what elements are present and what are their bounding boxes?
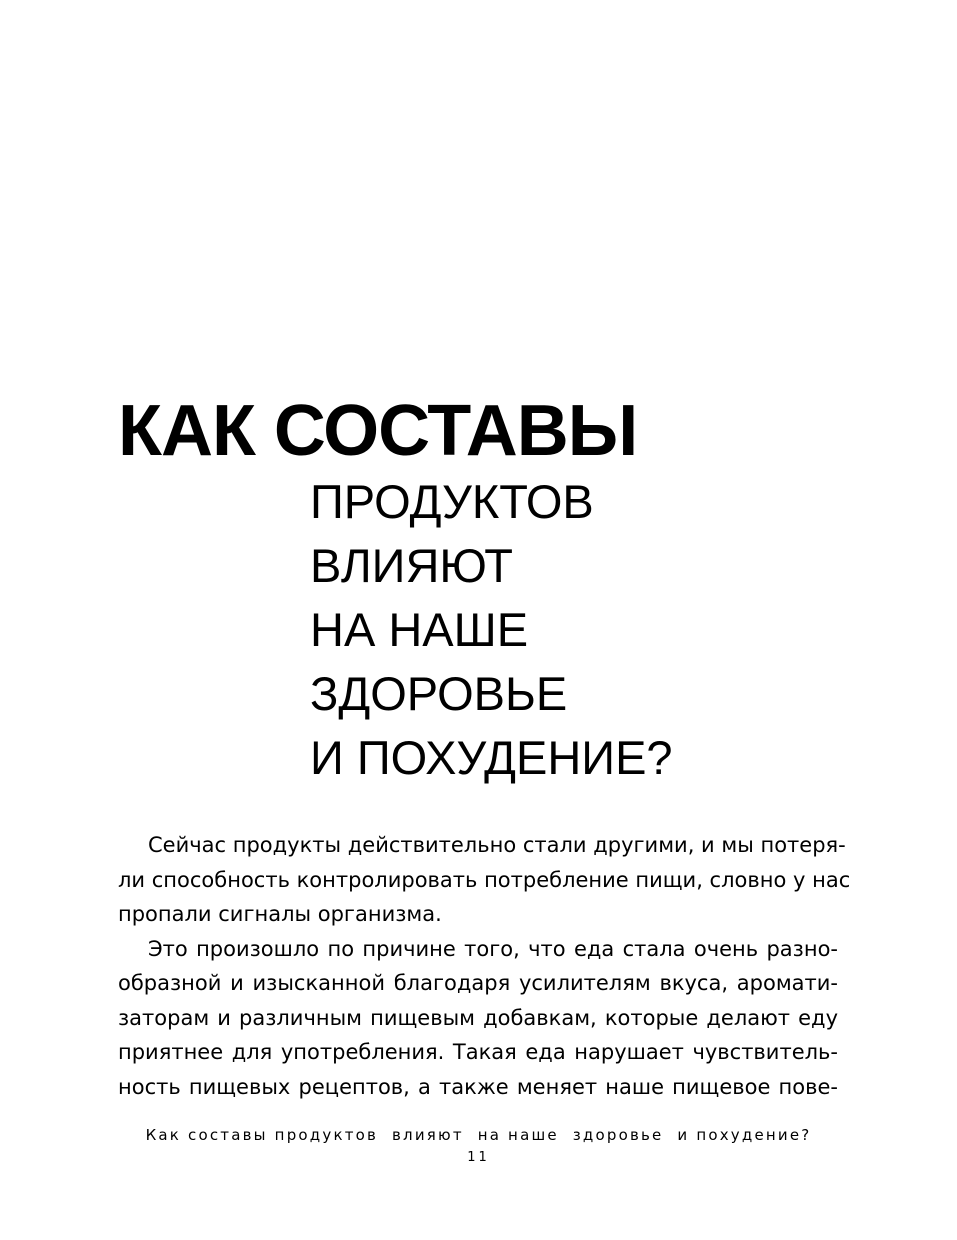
- body-line: ность пищевых рецептов, а также меняет наше пищевое пове-: [118, 1074, 838, 1099]
- body-line: ли способность контролировать потребление пищи, словно у нас: [118, 867, 851, 892]
- chapter-title-line: НА НАШЕ: [310, 603, 529, 656]
- chapter-title-subtitle: [310, 470, 673, 790]
- body-line: образной и изысканной благодаря усилителям вкуса, аромати-: [118, 971, 838, 995]
- chapter-title-line: ВЛИЯЮТ: [310, 539, 513, 592]
- running-footer: Как составы продуктов влияют на наше здоровье и похудение?: [145, 1126, 812, 1144]
- chapter-title-line: ЗДОРОВЬЕ: [310, 667, 568, 720]
- chapter-title-line: ПРОДУКТОВ: [310, 475, 594, 528]
- body-line: Это произошло по причине того, что еда стала очень разно-: [148, 936, 838, 961]
- body-line: приятнее для употребления. Такая еда нарушает чувствитель-: [118, 1040, 838, 1064]
- body-line: заторам и различным пищевым добавкам, которые делают еду: [118, 1005, 838, 1030]
- body-text: [118, 828, 851, 1104]
- body-line: пропали сигналы организма.: [118, 902, 442, 926]
- page-number: 11: [467, 1150, 490, 1165]
- chapter-title-line: И ПОХУДЕНИЕ?: [310, 731, 673, 784]
- chapter-title-main: КАК СОСТАВЫ: [118, 391, 638, 471]
- body-line: Сейчас продукты действительно стали другими, и мы потеря-: [148, 833, 846, 857]
